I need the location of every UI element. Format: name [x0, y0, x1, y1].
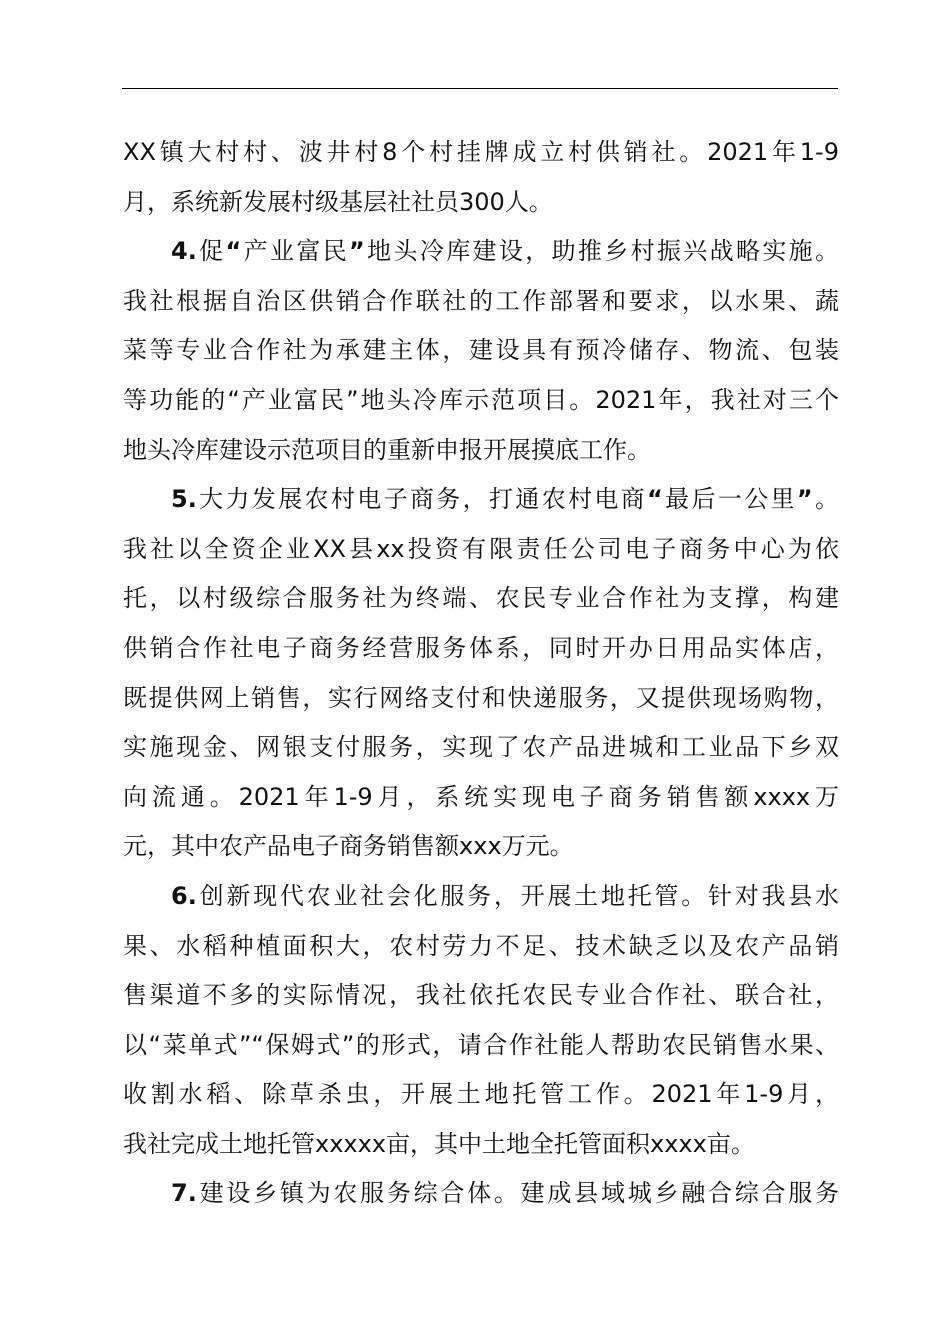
text-line-content: 地头冷库建设示范项目的重新申报开展摸底工作。 — [123, 435, 651, 464]
section-title-mid: 产业富民 — [241, 237, 350, 266]
section-number: 7. — [171, 1179, 197, 1208]
quote-close: ” — [796, 485, 813, 514]
text-line-content: 以“菜单式”“保姆式”的形式，请合作社能人帮助农民销售水果、 — [123, 1030, 839, 1059]
text-line — [123, 822, 839, 872]
text-line — [123, 1120, 839, 1170]
section-title: 建设乡镇为农服务综合体。建成县域城乡融合综合服务 — [196, 1179, 839, 1208]
section-title-post: 地头冷库建设，助推乡村振兴战略实施。 — [364, 237, 840, 266]
text-line — [123, 277, 839, 327]
text-line-content: 托，以村级综合服务社为终端、农民专业合作社为支撑，构建 — [123, 584, 839, 613]
section-title-mid: 最后一公里 — [662, 485, 797, 514]
section-5-heading — [123, 475, 839, 525]
text-line-content: 我社完成土地托管xxxxx亩，其中土地全托管面积xxxx亩。 — [123, 1129, 755, 1158]
text-line — [123, 773, 839, 823]
text-line-content: 售渠道不多的实际情况，我社依托农民专业合作社、联合社， — [123, 981, 839, 1010]
section-title-post: 。 — [812, 485, 840, 514]
text-line-content: 等功能的“产业富民”地头冷库示范项目。2021年，我社对三个 — [123, 385, 839, 414]
quote-open: “ — [225, 237, 242, 266]
text-line-content: 收割水稻、除草杀虫，开展土地托管工作。2021年1-9月， — [123, 1080, 839, 1109]
text-line — [123, 326, 839, 376]
header-rule — [122, 88, 838, 89]
text-line — [123, 1070, 839, 1120]
section-title: 创新现代农业社会化服务，开展土地托管。针对我县水 — [196, 881, 839, 910]
section-title-pre: 促 — [196, 237, 226, 266]
section-6-heading — [123, 872, 839, 922]
section-number: 5. — [171, 485, 197, 514]
text-line-content: 我社根据自治区供销合作联社的工作部署和要求，以水果、蔬 — [123, 286, 839, 315]
text-line — [123, 426, 839, 476]
text-line — [123, 971, 839, 1021]
section-7-heading — [123, 1169, 839, 1219]
text-line-content: 我社以全资企业XX县xx投资有限责任公司电子商务中心为依 — [123, 534, 839, 563]
text-line — [123, 723, 839, 773]
text-line — [123, 574, 839, 624]
text-line-content: XX镇大村村、波井村8个村挂牌成立村供销社。2021年1-9 — [123, 138, 839, 166]
section-title-pre: 大力发展农村电子商务，打通农村电商 — [196, 485, 648, 514]
text-line — [123, 525, 839, 575]
text-line — [123, 178, 839, 228]
section-4-heading — [123, 227, 839, 277]
quote-close: ” — [349, 237, 365, 266]
text-line-content: 元，其中农产品电子商务销售额xxx万元。 — [123, 832, 574, 861]
text-line — [123, 624, 839, 674]
text-line-content: 果、水稻种植面积大，农村劳力不足、技术缺乏以及农产品销 — [123, 931, 839, 960]
text-line — [123, 922, 839, 972]
text-line-content: 既提供网上销售，实行网络支付和快递服务，又提供现场购物， — [123, 683, 839, 712]
quote-open: “ — [647, 485, 663, 514]
text-line-content: 菜等专业合作社为承建主体，建设具有预冷储存、物流、包装 — [123, 336, 839, 365]
text-line — [123, 674, 839, 724]
text-line-content: 实施现金、网银支付服务，实现了农产品进城和工业品下乡双 — [123, 733, 839, 762]
text-line-content: 供销合作社电子商务经营服务体系，同时开办日用品实体店， — [123, 633, 839, 662]
document-body — [123, 128, 839, 1219]
text-line — [123, 128, 839, 178]
text-line — [123, 1021, 839, 1071]
text-line-content: 向流通。2021年1-9月，系统实现电子商务销售额xxxx万 — [123, 782, 839, 811]
text-line — [123, 376, 839, 426]
section-number: 6. — [171, 881, 197, 910]
section-number: 4. — [171, 237, 197, 266]
text-line-content: 月，系统新发展村级基层社社员300人。 — [123, 187, 553, 216]
